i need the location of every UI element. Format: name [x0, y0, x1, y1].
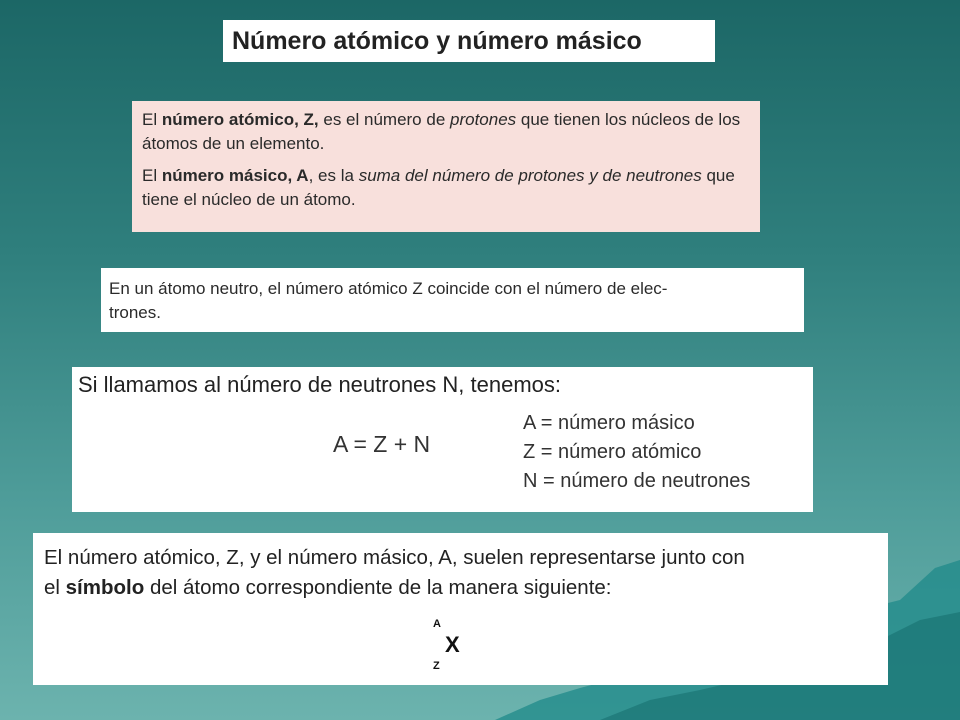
legend-item-a: A = número másico — [523, 412, 695, 434]
title-box — [223, 20, 715, 62]
term-atomic-number: número atómico, Z, — [161, 110, 319, 129]
mass-number-superscript: A — [433, 618, 441, 630]
text: , es la — [308, 166, 359, 185]
legend-item-z: Z = número atómico — [523, 441, 702, 463]
legend-item-n: N = número de neutrones — [523, 470, 751, 492]
formula-legend — [523, 409, 750, 496]
text: que tiene el núcleo de un átomo. — [142, 166, 735, 209]
term-symbol: símbolo — [65, 576, 145, 599]
formula-equation: A = Z + N — [333, 431, 431, 457]
emphasis-sum: suma del número de protones y de neutrones — [358, 166, 702, 185]
note-line-2: trones. — [109, 303, 161, 322]
text: El — [142, 110, 162, 129]
text: es el número de — [318, 110, 450, 129]
atomic-number-subscript: Z — [433, 660, 440, 672]
emphasis-protons: protones — [450, 110, 517, 129]
page-title: Número atómico y número másico — [232, 27, 642, 55]
text: el — [44, 576, 66, 599]
representation-line-1: El número atómico, Z, y el número másico, A, suelen representarse junto con — [44, 546, 745, 569]
representation-text — [44, 543, 884, 603]
formula-intro: Si llamamos al número de neutrones N, tenemos: — [78, 372, 562, 397]
neutral-atom-panel — [101, 268, 804, 332]
note-line-1: En un átomo neutro, el número atómico Z coincide con el número de elec- — [109, 279, 668, 298]
neutral-atom-note — [101, 268, 804, 325]
element-symbol: X — [445, 632, 460, 657]
text: del átomo correspondiente de la manera siguiente: — [144, 576, 612, 599]
isotope-notation — [431, 618, 471, 678]
term-mass-number: número másico, A — [161, 166, 309, 185]
text: que tienen los núcleos de los átomos de un elemento. — [142, 110, 741, 153]
definitions-panel — [132, 101, 760, 232]
atomic-number-definition — [132, 101, 760, 156]
text: El — [142, 166, 162, 185]
representation-panel — [33, 533, 888, 685]
mass-number-definition — [132, 156, 760, 212]
formula-panel — [72, 367, 813, 512]
